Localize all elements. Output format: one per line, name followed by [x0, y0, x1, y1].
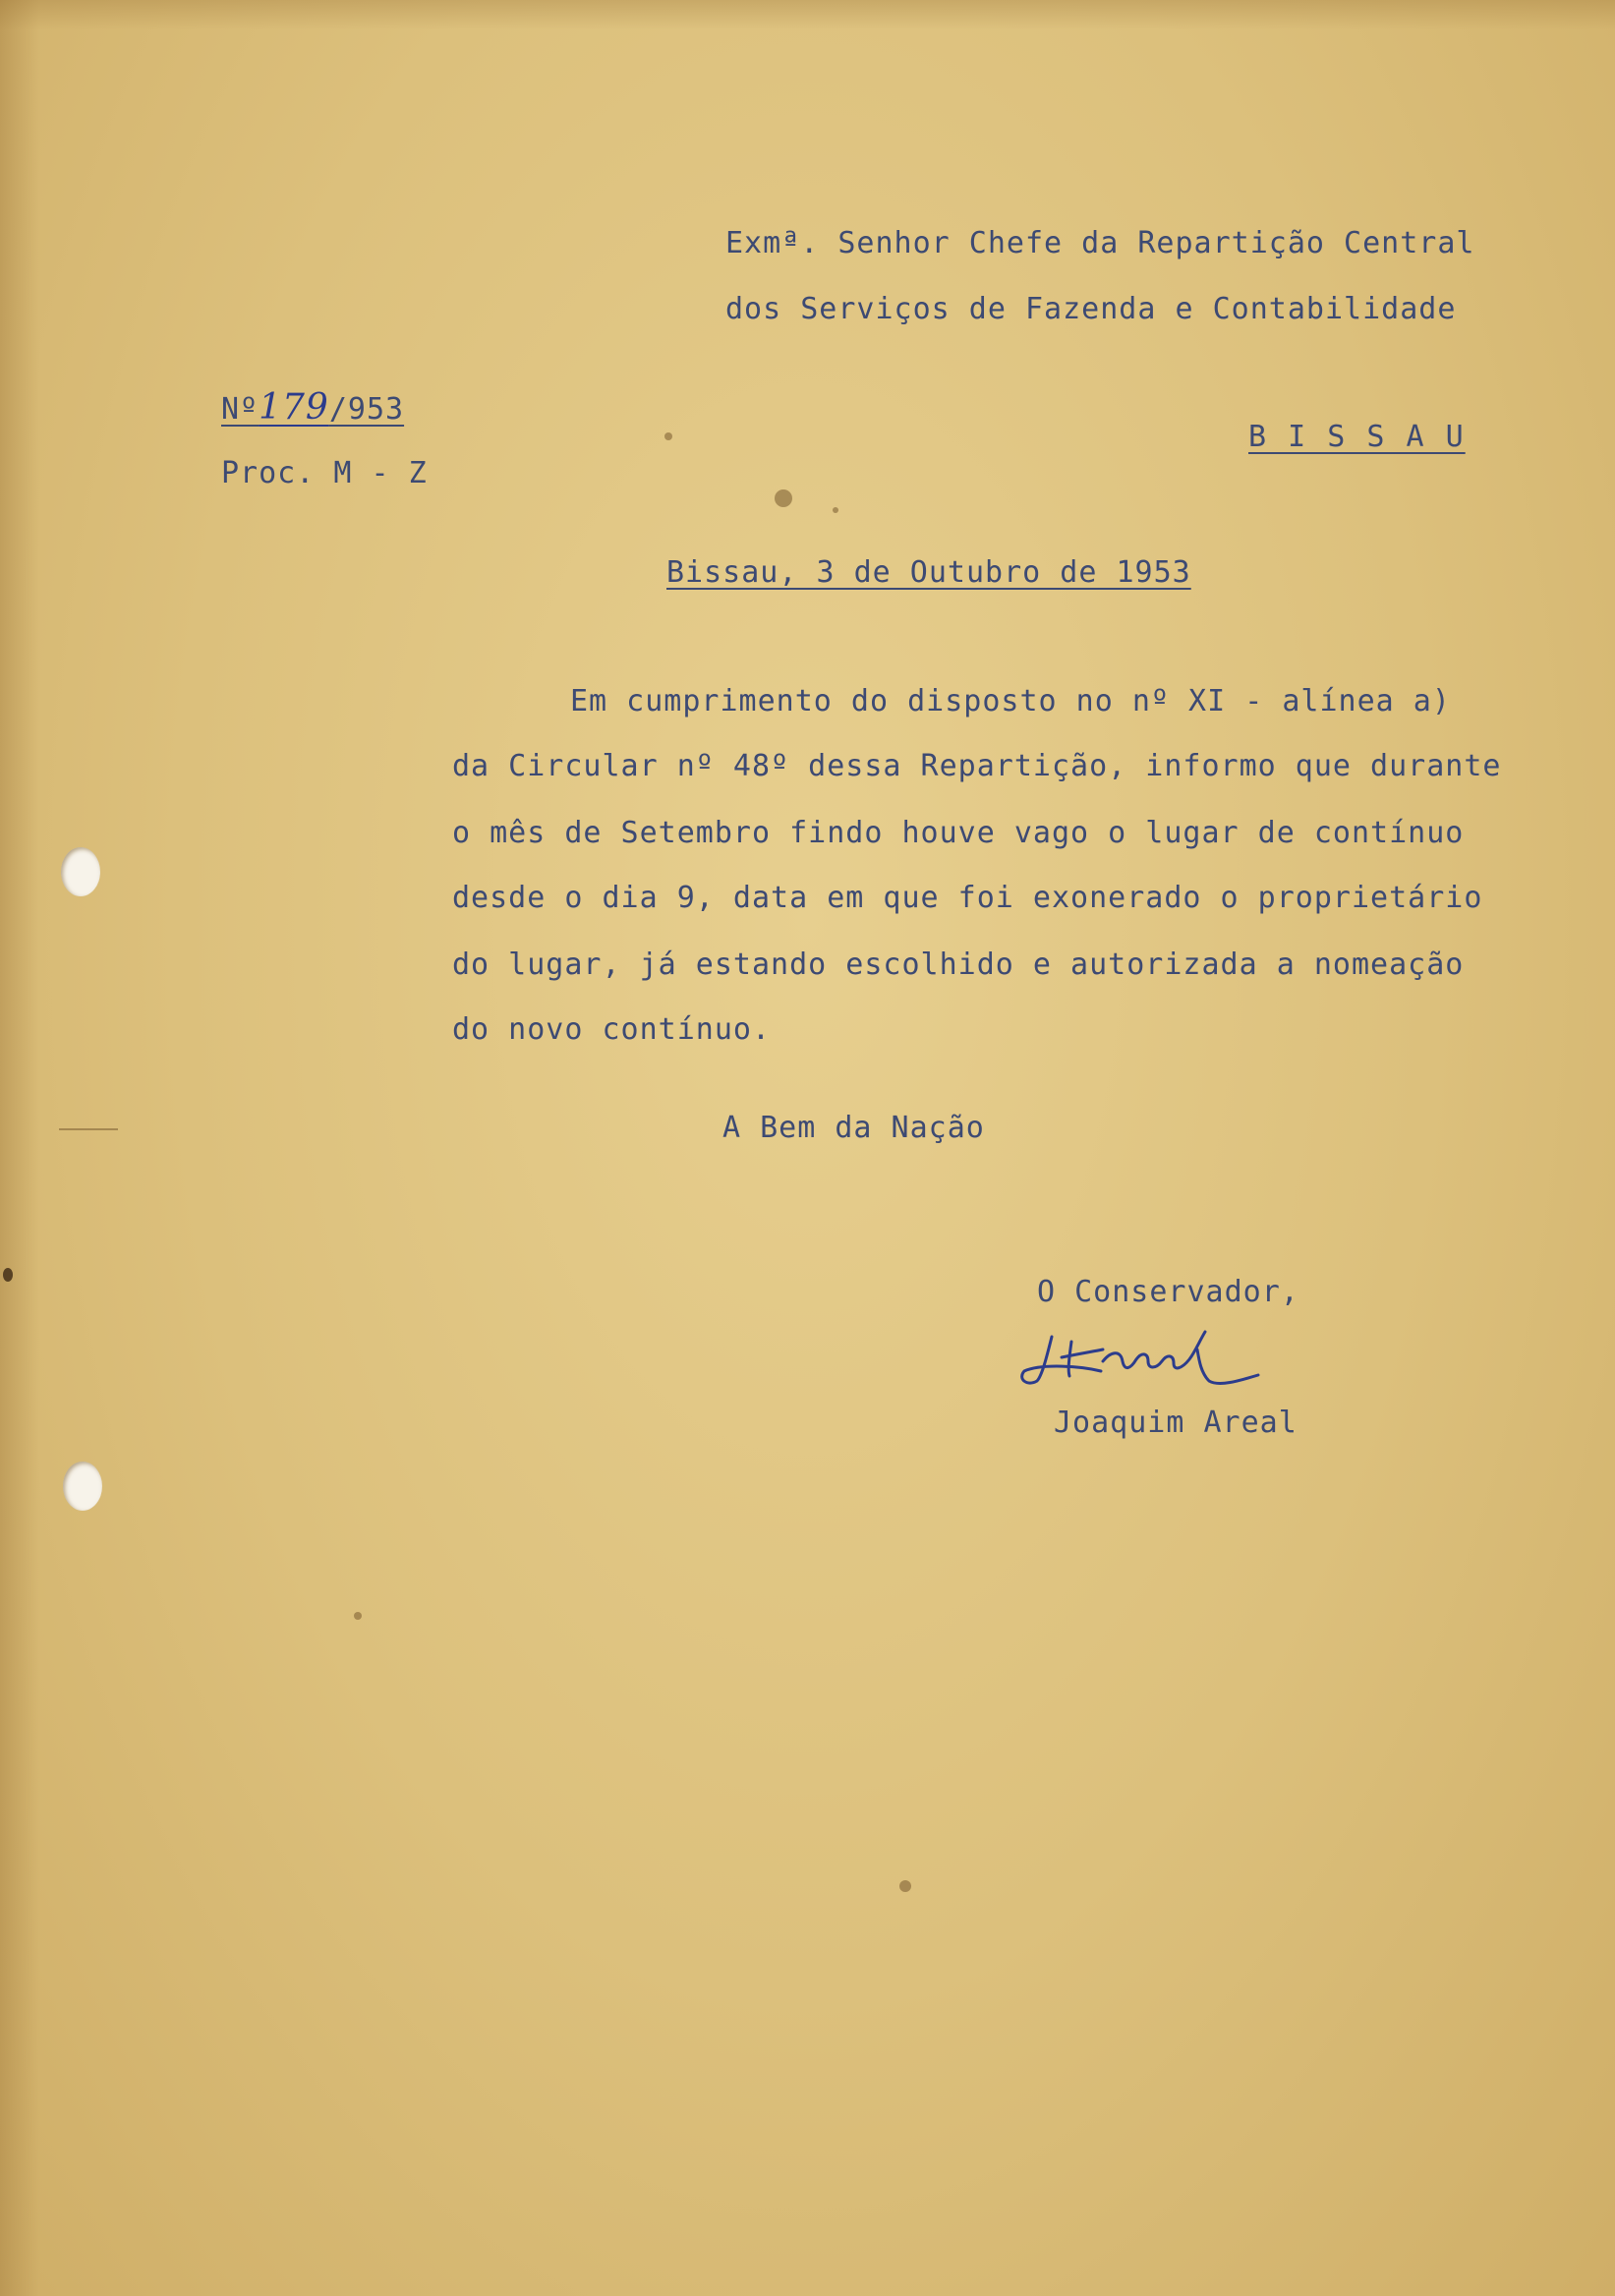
body-line-6: do novo contínuo.	[452, 1012, 772, 1047]
signatory-name: Joaquim Areal	[1054, 1406, 1298, 1440]
ink-speck	[899, 1880, 911, 1892]
process-code: Proc. M - Z	[221, 456, 428, 490]
addressee-city: B I S S A U	[1248, 420, 1466, 454]
body-line-2: da Circular nº 48º dessa Repartição, informo que durante	[452, 749, 1502, 783]
ink-speck	[664, 432, 672, 440]
reference-number-handwritten: 179	[259, 387, 329, 428]
closing-salutation: A Bem da Nação	[722, 1111, 985, 1145]
reference-number-prefix: Nº	[221, 392, 260, 427]
ink-speck	[833, 507, 838, 513]
paper-edge-shadow-left	[0, 0, 39, 2296]
handwritten-signature	[1012, 1322, 1268, 1401]
body-line-5: do lugar, já estando escolhido e autorizada a nomeação	[452, 947, 1465, 982]
punch-hole-lower	[63, 1462, 102, 1511]
ink-speck	[354, 1612, 362, 1620]
signatory-title: O Conservador,	[1037, 1275, 1299, 1309]
edge-mark	[3, 1268, 13, 1282]
body-line-3: o mês de Setembro findo houve vago o lugar de contínuo	[452, 816, 1465, 850]
body-line-4: desde o dia 9, data em que foi exonerado o proprietário	[452, 881, 1483, 915]
addressee-line-2: dos Serviços de Fazenda e Contabilidade	[725, 292, 1457, 326]
date-line: Bissau, 3 de Outubro de 1953	[666, 555, 1191, 590]
ink-speck	[775, 489, 792, 507]
reference-number-year: /953	[328, 392, 405, 427]
paper-crease	[59, 1128, 118, 1140]
addressee-line-1: Exmª. Senhor Chefe da Repartição Central	[725, 226, 1475, 260]
body-line-1: Em cumprimento do disposto no nº XI - alínea a)	[570, 684, 1451, 718]
paper-edge-shadow-top	[0, 0, 1615, 29]
punch-hole-upper	[61, 847, 100, 896]
reference-number	[221, 387, 405, 428]
